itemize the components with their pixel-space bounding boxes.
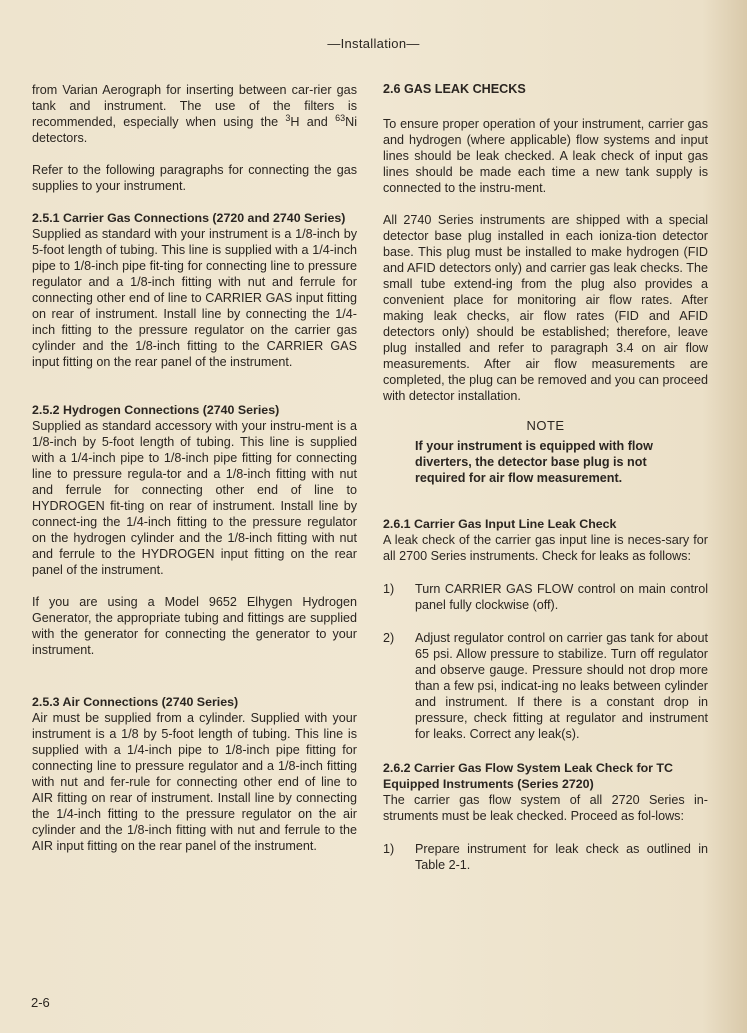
steps-2-6-1 <box>383 581 708 742</box>
list-item: 2) Adjust regulator control on carrier gas tank for about 65 psi. Allow pressure to stabilize. Turn off regulator and observe gauge. Pressure should not drop more than a few psi, indicat-ing no leaks between cylinder and instrument. If there is a constant drop in pressure, check fitting at regulator and instrument for leaks. Correct any leak(s). <box>383 631 708 741</box>
note-title: NOTE <box>526 418 565 433</box>
section-heading-2-5-3: 2.5.3 Air Connections (2740 Series) <box>32 695 239 709</box>
intro-paragraph: from Varian Aerograph for inserting between car-rier gas tank and instrument. The use of the filters is recommended, especially when using the $^3$H and $^{63}$Ni detectors. <box>32 83 358 145</box>
section-body-2-6: To ensure proper operation of your instrument, carrier gas and hydrogen (where applicable) flow systems and input lines should be leak checked. A leak check of input gas lines should be made each time a new tank supply is connected to the instru-ment. <box>383 117 708 195</box>
intro-paragraph-2: Refer to the following paragraphs for connecting the gas supplies to your instrument. <box>32 163 357 193</box>
list-item: 1) Turn CARRIER GAS FLOW control on main control panel fully clockwise (off). <box>383 582 708 612</box>
right-column <box>383 82 708 873</box>
page-header: —Installation— <box>327 36 420 51</box>
section-body-2-5-2: Supplied as standard accessory with your instru-ment is a 1/8-inch by 5-foot length of tubing. This line is supplied with a 1/4-inch pipe to 1/8-inch pipe fitting for connecting line to pressure regula-tor and a 1/8-inch fitting with nut and ferrule for connecting other end of line to HYDROGEN fit-ting on rear of instrument. Install line by connect-ing the 1/4-inch fitting to the pressure regulator on the hydrogen cylinder and the 1/8-inch fitting with nut and ferrule to the HYDROGEN input fitting on the rear panel of the instrument. <box>32 419 357 577</box>
page-number: 2-6 <box>31 995 50 1010</box>
section-body-2-5-1: Supplied as standard with your instrument is a 1/8-inch by 5-foot length of tubing. This line is supplied with a 1/4-inch pipe to 1/8-inch pipe fit-ting for connecting line to pressure regulator and a 1/8-inch fitting with nut and ferrule for connecting other end of line to CARRIER GAS input fitting on rear of instrument. Install line by connecting the 1/4-inch fitting to the pressure regulator on the carrier gas cylinder and the 1/8-inch fitting to the CARRIER GAS input fitting on the rear panel of the instrument. <box>32 227 357 369</box>
section-heading-2-6-2: 2.6.2 Carrier Gas Flow System Leak Check for TC Equipped Instruments (Series 2720) <box>383 761 673 791</box>
left-column <box>32 82 357 854</box>
section-body-2-5-3: Air must be supplied from a cylinder. Supplied with your instrument is a 1/8 by 5-foot length of tubing. This line is supplied with a 1/4-inch pipe to 1/8-inch pipe fitting for connecting line to pressure regulator and a 1/8-inch fitting with nut and fer-rule for connecting other end of line to AIR fitting on rear of instrument. Install line by connecting the 1/4-inch fitting to the pressure regulator on the air cylinder and the 1/8-inch fitting with nut and ferrule to the AIR input fitting on the rear panel of the instrument. <box>32 711 357 853</box>
section-body-2-6-1: A leak check of the carrier gas input line is neces-sary for all 2700 Series instruments. Check for leaks as follows: <box>383 533 708 563</box>
section-body-2-6-para-2: All 2740 Series instruments are shipped with a special detector base plug installed in each ioniza-tion detector base. This plug must be installed to make hydrogen (FID and AFID detectors only) and carrier gas leak checks. The small tube extend-ing from the plug also provides a convenient place for monitoring air flow rates. After making leak checks, air flow rates (FID and AFID detectors only) should be established; therefore, leave plug installed and refer to paragraph 3.4 on air flow measurements. After air flow measurements are completed, the plug can be removed and you can proceed with detector installation. <box>383 213 708 403</box>
section-title-2-6: 2.6 GAS LEAK CHECKS <box>383 82 526 96</box>
section-body-2-5-2-para-2: If you are using a Model 9652 Elhygen Hydrogen Generator, the appropriate tubing and fittings are supplied with the generator for connecting the generator to your instrument. <box>32 595 357 657</box>
section-heading-2-5-2: 2.5.2 Hydrogen Connections (2740 Series) <box>32 403 280 417</box>
note-body: If your instrument is equipped with flow diverters, the detector base plug is not required for air flow measurement. <box>415 439 653 485</box>
section-body-2-6-2: The carrier gas flow system of all 2720 Series in-struments must be leak checked. Proceed as fol-lows: <box>383 793 708 823</box>
list-item: 1) Prepare instrument for leak check as outlined in Table 2-1. <box>383 842 708 872</box>
steps-2-6-2 <box>383 841 708 873</box>
section-heading-2-6-1: 2.6.1 Carrier Gas Input Line Leak Check <box>383 517 617 531</box>
section-heading-2-5-1: 2.5.1 Carrier Gas Connections (2720 and 2740 Series) <box>32 211 346 225</box>
